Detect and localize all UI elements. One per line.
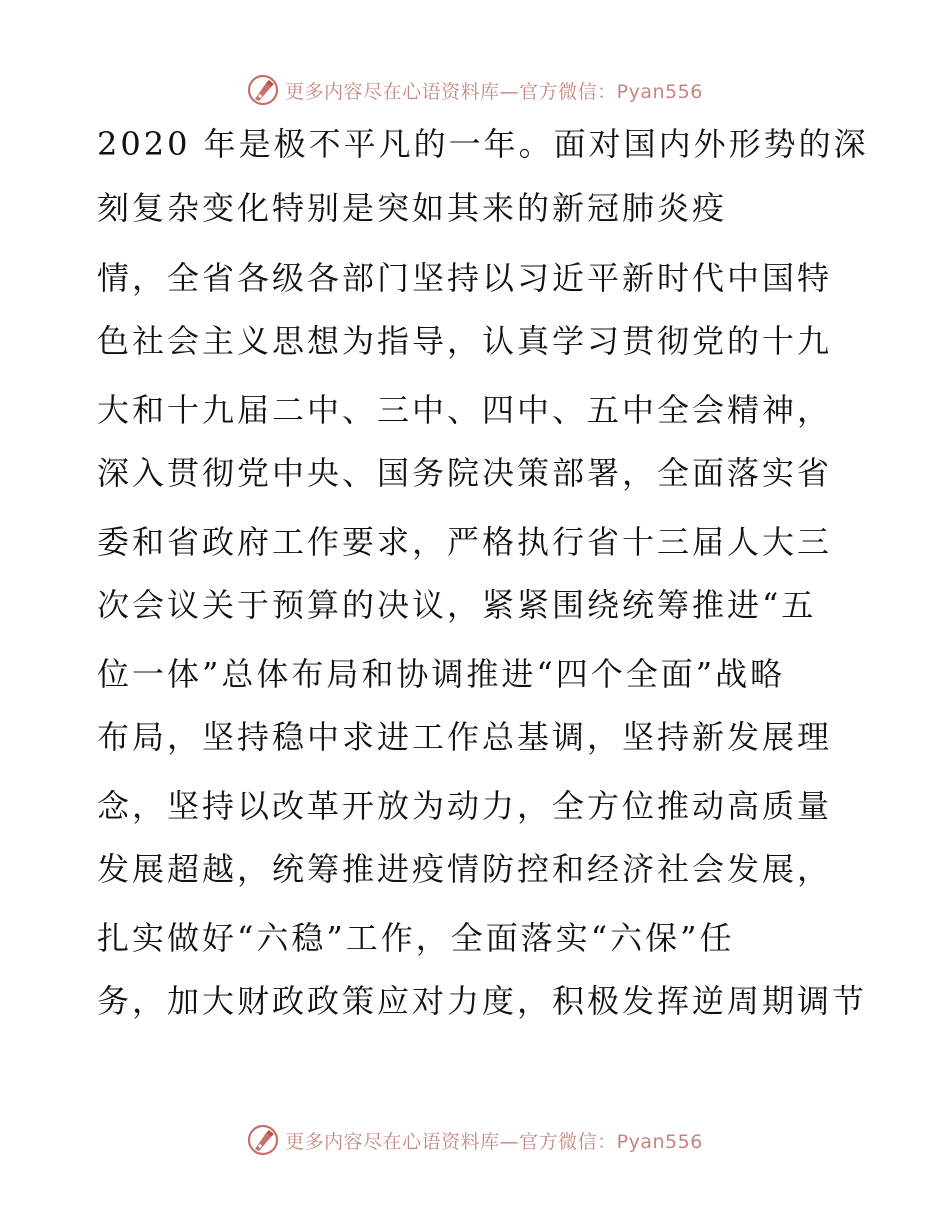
pen-nib-icon bbox=[247, 1124, 279, 1156]
body-line: 位一体”总体布局和协调推进“四个全面”战略 bbox=[97, 655, 786, 693]
body-line: 情，全省各级各部门坚持以习近平新时代中国特 bbox=[97, 259, 833, 297]
body-line: 刻复杂变化特别是突如其来的新冠肺炎疫 bbox=[97, 189, 728, 227]
watermark-text: 更多内容尽在心语资料库—官方微信：Pyan556 bbox=[285, 1130, 703, 1153]
body-line: 委和省政府工作要求，严格执行省十三届人大三 bbox=[97, 523, 833, 561]
body-line: 大和十九届二中、三中、四中、五中全会精神， bbox=[97, 391, 833, 429]
body-line: 务，加大财政政策应对力度，积极发挥逆周期调节 bbox=[97, 982, 868, 1020]
body-line: 2020 年是极不平凡的一年。面对国内外形势的深 bbox=[97, 125, 869, 163]
watermark-text: 更多内容尽在心语资料库—官方微信：Pyan556 bbox=[285, 80, 703, 103]
body-line: 发展超越，统筹推进疫情防控和经济社会发展， bbox=[97, 850, 833, 888]
watermark-header bbox=[0, 72, 950, 108]
watermark-footer bbox=[0, 1122, 950, 1158]
body-line: 扎实做好“六稳”工作，全面落实“六保”任 bbox=[97, 919, 735, 957]
body-line: 布局，坚持稳中求进工作总基调，坚持新发展理 bbox=[97, 718, 833, 756]
body-line: 念，坚持以改革开放为动力，全方位推动高质量 bbox=[97, 787, 833, 825]
body-line: 深入贯彻党中央、国务院决策部署，全面落实省 bbox=[97, 454, 833, 492]
body-line: 色社会主义思想为指导，认真学习贯彻党的十九 bbox=[97, 322, 833, 360]
pen-nib-icon bbox=[247, 74, 279, 106]
body-line: 次会议关于预算的决议，紧紧围绕统筹推进“五 bbox=[97, 586, 817, 624]
